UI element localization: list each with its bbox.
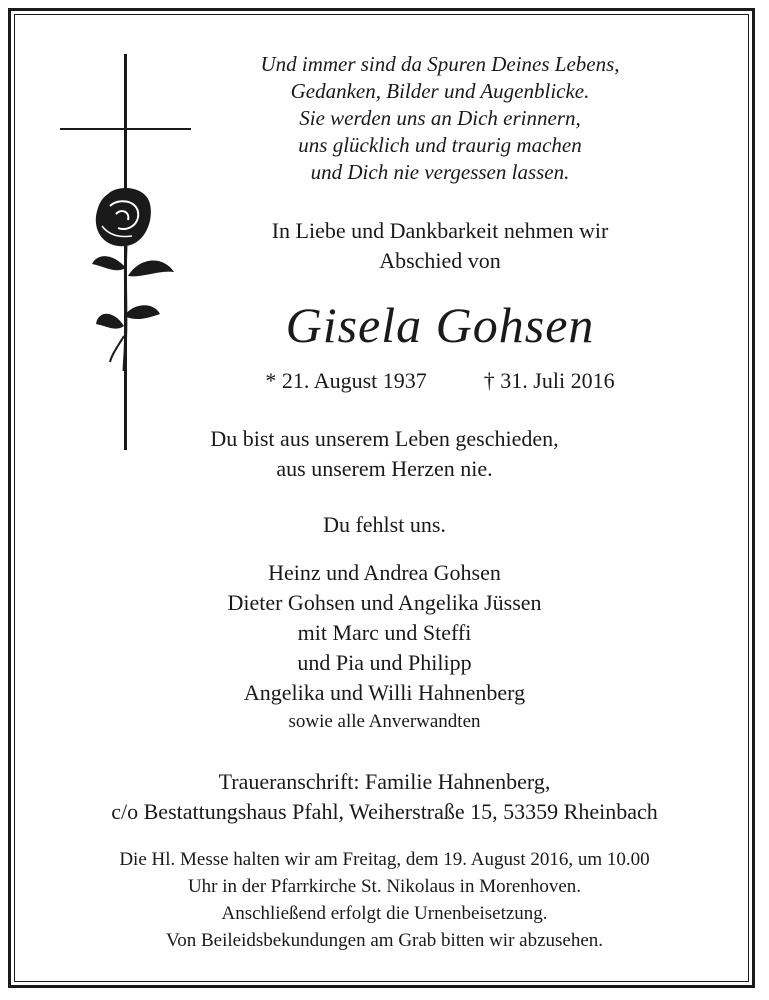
poem-line: Und immer sind da Spuren Deines Lebens, [260, 52, 620, 76]
notice-line: Die Hl. Messe halten wir am Freitag, dem 19. August 2016, um 10.00 [119, 849, 650, 870]
cross-bar [60, 128, 191, 130]
mourner-line: Dieter Gohsen und Angelika Jüssen [227, 590, 542, 615]
poem-line: Gedanken, Bilder und Augenblicke. [290, 79, 590, 103]
address-line: c/o Bestattungshaus Pfahl, Weiherstraße 15, 53359 Rheinbach [111, 799, 658, 824]
mourner-line: Heinz und Andrea Gohsen [268, 560, 501, 585]
miss-you-line: Du fehlst uns. [323, 512, 446, 537]
intro-line: In Liebe und Dankbarkeit nehmen wir [271, 218, 609, 243]
death-date: † 31. Juli 2016 [483, 368, 615, 393]
intro-line: Abschied von [379, 248, 501, 273]
rose-icon [88, 186, 178, 376]
mourner-line: Angelika und Willi Hahnenberg [243, 680, 526, 705]
address-line: Traueranschrift: Familie Hahnenberg, [218, 769, 551, 794]
farewell-line: Du bist aus unserem Leben geschieden, [210, 426, 559, 451]
poem-line: uns glücklich und traurig machen [298, 133, 582, 157]
notice-line: Uhr in der Pfarrkirche St. Nikolaus in Morenhoven. [187, 876, 582, 897]
notice-line: Anschließend erfolgt die Urnenbeisetzung. [221, 903, 548, 924]
poem-line: und Dich nie vergessen lassen. [310, 160, 570, 184]
dates-row [180, 368, 700, 394]
poem-line: Sie werden uns an Dich erinnern, [299, 106, 581, 130]
mourner-line: mit Marc und Steffi [297, 620, 472, 645]
relatives-line: sowie alle Anverwandten [288, 711, 481, 732]
birth-date: * 21. August 1937 [265, 368, 427, 393]
deceased-name: Gisela Gohsen [285, 297, 595, 353]
notice-line: Von Beileidsbekundungen am Grab bitten wir abzusehen. [165, 930, 604, 951]
farewell-line: aus unserem Herzen nie. [276, 456, 493, 481]
mourner-line: und Pia und Philipp [297, 650, 472, 675]
